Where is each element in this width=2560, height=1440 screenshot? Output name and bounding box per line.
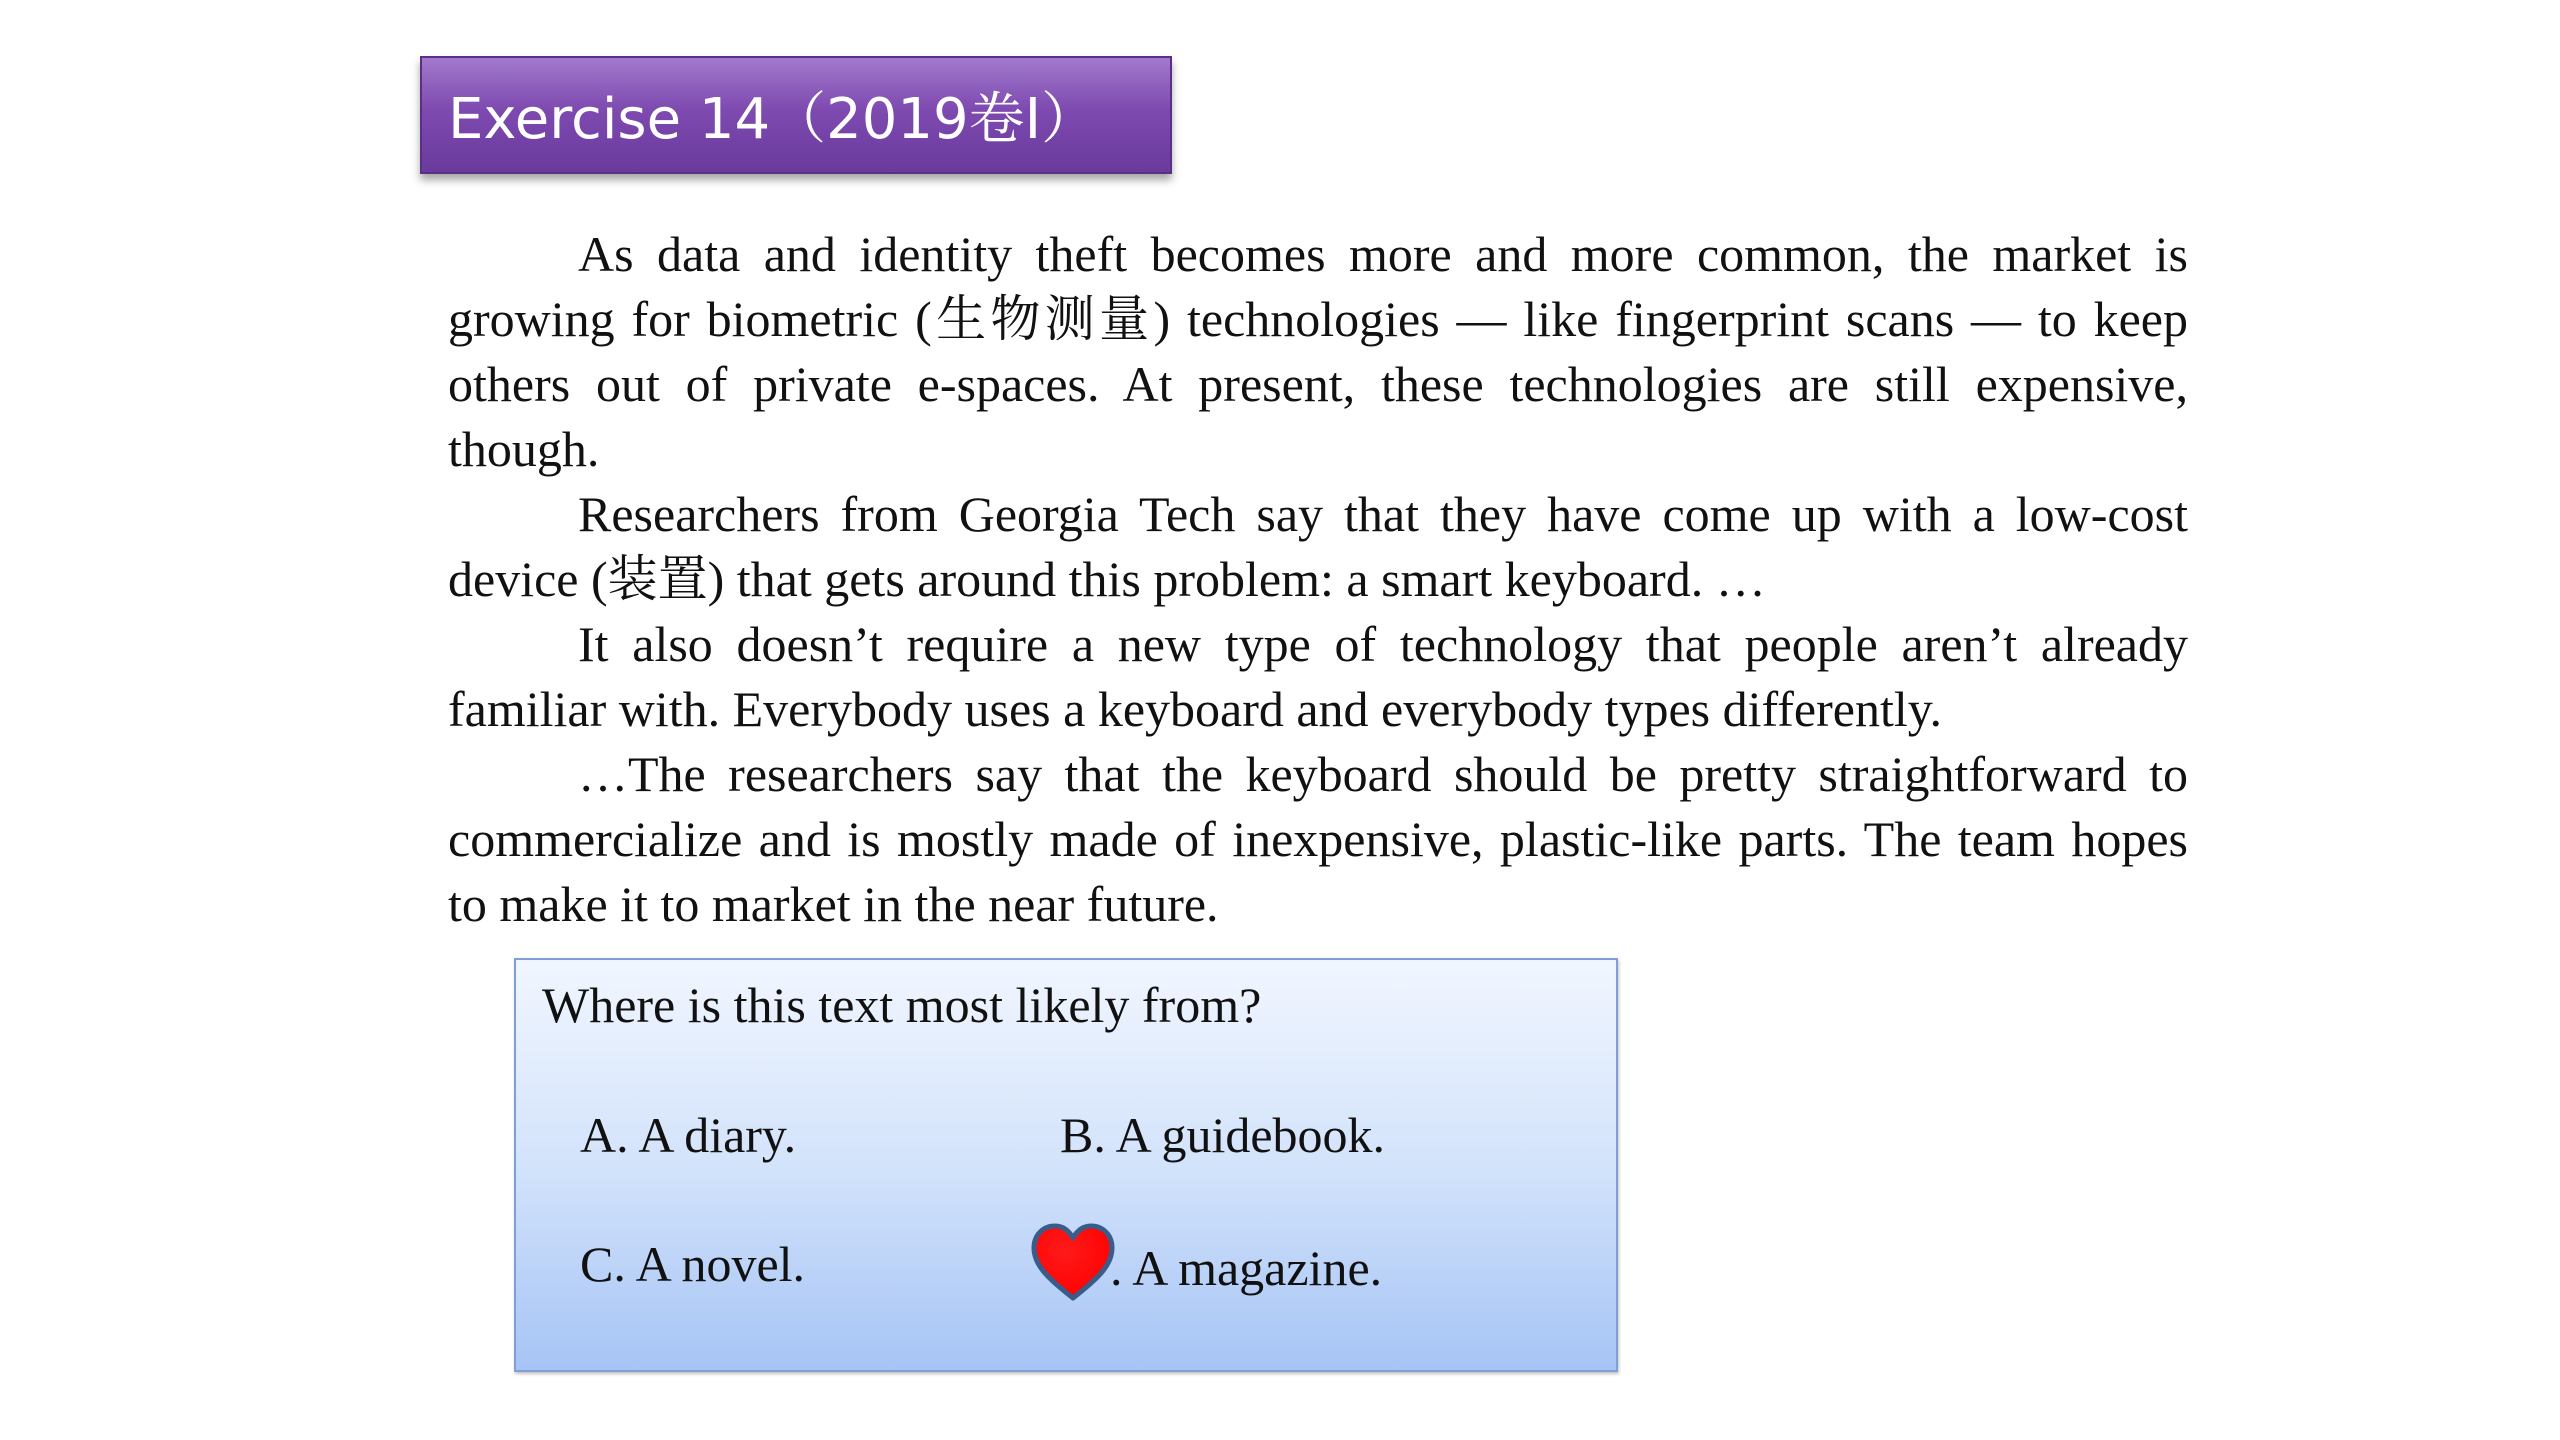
- reading-passage: [448, 222, 2188, 937]
- question-prompt: Where is this text most likely from?: [542, 977, 1262, 1033]
- option-b[interactable]: B. A guidebook.: [1060, 1107, 1386, 1163]
- passage-paragraph-2: Researchers from Georgia Tech say that they have come up with a low-cost device (装置) that gets around this problem: a smart keyboard. …: [448, 486, 2188, 607]
- passage-paragraph-3: It also doesn’t require a new type of technology that people aren’t already familiar with. Everybody uses a keyboard and everybody types differently.: [448, 616, 2188, 737]
- question-box: [514, 958, 1618, 1372]
- passage-paragraph-1: As data and identity theft becomes more and more common, the market is growing for biometric (生物测量) technologies — like fingerprint scans — to keep others out of private e-spaces. At present, these technologies are still expensive, though.: [448, 226, 2188, 477]
- option-c[interactable]: C. A novel.: [580, 1236, 806, 1292]
- option-d-label: . A magazine.: [1110, 1240, 1383, 1296]
- option-d[interactable]: [1030, 1222, 1382, 1302]
- heart-icon: [1030, 1222, 1116, 1302]
- title-banner: [420, 56, 1172, 174]
- passage-paragraph-4: …The researchers say that the keyboard should be pretty straightforward to commercialize and is mostly made of inexpensive, plastic-like parts. The team hopes to make it to market in the near future.: [448, 746, 2188, 932]
- option-a[interactable]: A. A diary.: [580, 1107, 797, 1163]
- slide-title: Exercise 14（2019卷Ⅰ）: [448, 87, 1098, 152]
